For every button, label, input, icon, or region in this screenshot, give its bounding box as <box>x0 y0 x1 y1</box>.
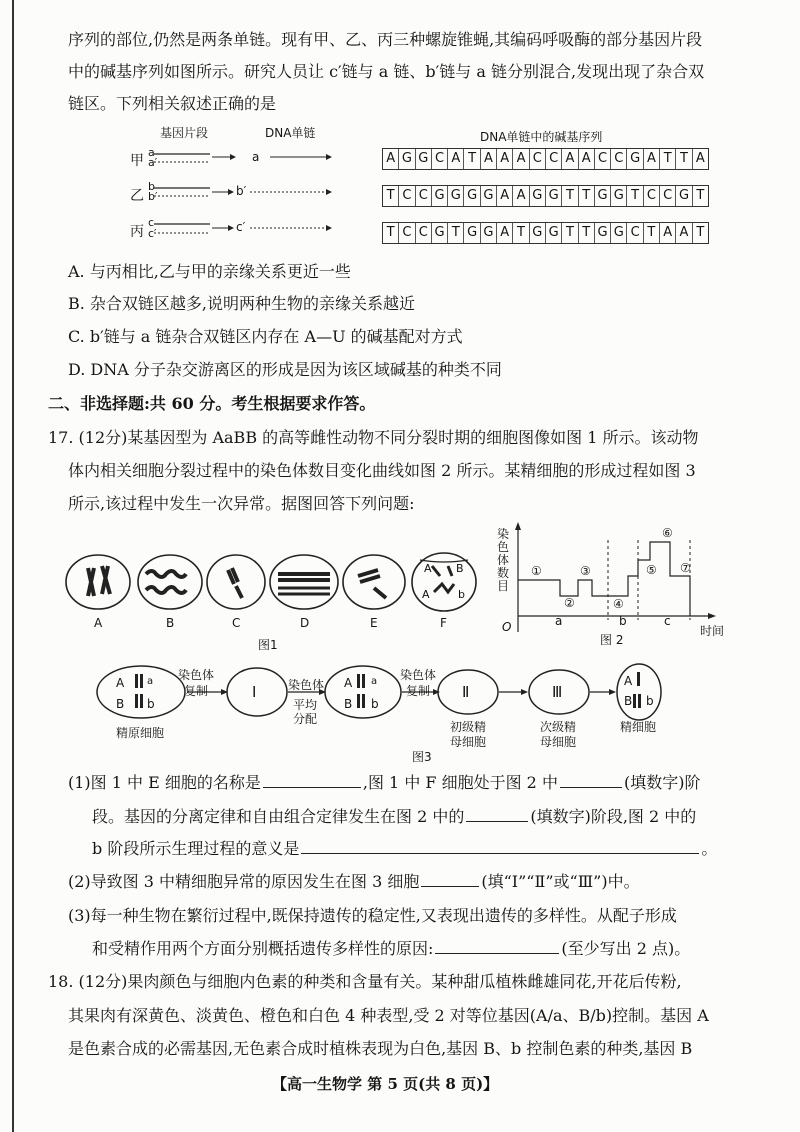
base-cell: C <box>415 223 431 243</box>
q17-s1-text-g: 。 <box>701 839 718 858</box>
q16-option-d: D. DNA 分子杂交游离区的形成是因为该区域碱基的种类不同 <box>68 360 502 379</box>
q18-line-2: 其果肉有深黄色、淡黄色、橙色和白色 4 种表型,受 2 对等位基因(A/a、B/b)控制。基因 A <box>68 1006 709 1025</box>
q17-sub3-line1: (3)每一种生物在繁衍过程中,既保持遗传的稳定性,又表现出遗传的多样性。从配子形成 <box>68 906 677 925</box>
cell-f <box>412 553 476 611</box>
base-cell: G <box>447 186 463 206</box>
base-cell: T <box>675 149 691 169</box>
fig2-x-label: 时间 <box>700 624 725 638</box>
answer-blank-abnormal-cell[interactable] <box>421 871 479 887</box>
base-cell: G <box>463 186 479 206</box>
cell-label-c: C <box>232 616 241 630</box>
base-cell: T <box>659 149 675 169</box>
fig2-stage-a: a <box>555 614 563 628</box>
strand-c-bottom: c′ <box>148 227 157 240</box>
base-cell: G <box>398 149 414 169</box>
base-cell: C <box>610 149 626 169</box>
q16-option-c: C. b′链与 a 链杂合双链区内存在 A—U 的碱基配对方式 <box>68 327 463 346</box>
base-cell: A <box>512 149 528 169</box>
base-cell: T <box>512 223 528 243</box>
q17-sub1-line3 <box>92 838 717 859</box>
base-cell: T <box>626 186 642 206</box>
fig3-final-gene-b: b <box>646 694 654 708</box>
base-cell: G <box>545 186 561 206</box>
sequence-row-yi <box>382 185 709 207</box>
fig2-y-label <box>497 528 509 593</box>
base-cell: T <box>692 223 708 243</box>
cell-e <box>343 555 405 609</box>
base-cell: A <box>480 149 496 169</box>
q17-sub3-line2 <box>92 938 690 959</box>
q16-option-b: B. 杂合双链区越多,说明两种生物的亲缘关系越近 <box>68 294 416 313</box>
base-cell: A <box>386 151 396 166</box>
cell-label-a: A <box>94 616 103 630</box>
fig3-step3-top: 染色体 <box>400 668 437 682</box>
fig2-ylabel-char: 目 <box>497 579 510 593</box>
base-cell: A <box>578 149 594 169</box>
fig2-point-7: ⑦ <box>680 561 691 575</box>
base-cell: C <box>398 223 414 243</box>
row-jia <box>154 154 332 162</box>
base-cell: G <box>610 186 626 206</box>
cell-c <box>207 555 265 609</box>
fig3-orig-gene-a: a <box>147 676 154 687</box>
base-cell: A <box>447 149 463 169</box>
fig3-step2-bottom: 分配 <box>293 712 318 726</box>
q16-line-2: 中的碱基序列如图所示。研究人员让 c′链与 a 链、b′链与 a 链分别混合,发现出现了杂合双 <box>68 62 705 81</box>
base-cell: C <box>398 186 414 206</box>
base-cell: T <box>386 188 395 203</box>
strand-a-top: a <box>148 146 155 159</box>
answer-blank-cell-name[interactable] <box>263 772 361 788</box>
cell-label-e: E <box>370 616 378 630</box>
q17-s3-text-c: (至少写出 2 点)。 <box>561 939 691 958</box>
base-cell: T <box>561 223 577 243</box>
base-cell: A <box>643 149 659 169</box>
base-cell: G <box>431 223 447 243</box>
fig2-ylabel-char: 数 <box>497 566 510 580</box>
q16-line-3: 链区。下列相关叙述正确的是 <box>68 94 277 113</box>
base-cell: A <box>561 149 577 169</box>
base-cell: G <box>431 186 447 206</box>
fig3-step2-top: 染色体 <box>288 678 325 692</box>
figure-1-caption: 图1 <box>258 638 278 652</box>
fig3-label-sperm: 精细胞 <box>620 720 657 734</box>
base-cell: T <box>578 186 594 206</box>
q17-sub1-line1 <box>68 772 700 793</box>
fig2-stage-b: b <box>619 614 627 628</box>
section-heading: 二、非选择题:共 60 分。考生根据要求作答。 <box>48 394 376 413</box>
q17-line-1: 17. (12分)某基因型为 AaBB 的高等雌性动物不同分裂时期的细胞图像如图 1 所示。该动物 <box>48 428 699 447</box>
figure-2-caption: 图 2 <box>600 633 624 647</box>
cell-label-b: B <box>166 616 175 630</box>
q17-sub2 <box>68 871 640 892</box>
base-cell: G <box>545 223 561 243</box>
fig3-I-gene-a: a <box>371 676 378 687</box>
strand-b-bottom: b′ <box>148 190 158 203</box>
q17-s1-text-f: b 阶段所示生理过程的意义是 <box>92 839 300 858</box>
q18-line-1: 18. (12分)果肉颜色与细胞内色素的种类和含量有关。某种甜瓜植株雌雄同花,开花后传粉, <box>48 972 682 991</box>
fig2-point-3: ③ <box>580 564 591 578</box>
fig3-cell-II: Ⅱ <box>462 683 470 701</box>
q17-sub1-line2 <box>92 806 696 827</box>
fig2-stage-c: c <box>664 614 671 628</box>
base-cell: C <box>545 149 561 169</box>
fig2-ylabel-char: 体 <box>497 553 510 567</box>
base-cell: G <box>594 186 610 206</box>
cell-d <box>270 555 338 609</box>
strand-a-bottom: a′ <box>148 156 158 169</box>
svg-text:A: A <box>424 562 432 575</box>
fig3-label-spermatogonium: 精原细胞 <box>116 726 165 740</box>
answer-blank-significance[interactable] <box>301 838 699 854</box>
base-cell: C <box>415 186 431 206</box>
svg-text:A: A <box>422 588 430 601</box>
answer-blank-law-stage[interactable] <box>466 806 528 822</box>
fig3-orig-gene-B: B <box>116 697 125 711</box>
base-cell: T <box>561 186 577 206</box>
base-cell: T <box>692 186 708 206</box>
fig3-final-gene-A: A <box>624 674 633 688</box>
base-cell: T <box>447 223 463 243</box>
q17-line-2: 体内相关细胞分裂过程中的染色体数目变化曲线如图 2 所示。某精细胞的形成过程如图 3 <box>68 461 696 480</box>
answer-blank-stage-number[interactable] <box>560 772 622 788</box>
figure-2-chart <box>500 520 730 640</box>
species-jia: 甲 <box>130 153 144 169</box>
sequence-row-jia <box>382 148 709 170</box>
figure-3-caption: 图3 <box>412 750 432 764</box>
fig2-point-5: ⑤ <box>646 563 657 577</box>
base-cell: C <box>431 149 447 169</box>
base-cell: T <box>386 225 395 240</box>
base-cell: A <box>496 186 512 206</box>
q17-line-3: 所示,该过程中发生一次异常。据图回答下列问题: <box>68 494 415 513</box>
svg-text:B: B <box>456 562 464 575</box>
base-cell: A <box>659 223 675 243</box>
base-cell: G <box>463 223 479 243</box>
cell-a <box>66 555 130 609</box>
fig3-I-gene-A: A <box>344 676 353 690</box>
base-cell: C <box>659 186 675 206</box>
base-cell: G <box>675 186 691 206</box>
fig3-step3-bottom: 复制 <box>406 684 431 698</box>
svg-text:b: b <box>458 588 465 601</box>
q17-s1-text-a: (1)图 1 中 E 细胞的名称是 <box>68 773 261 792</box>
fig3-step2-mid: 平均 <box>293 698 318 712</box>
fig3-step1-bottom: 复制 <box>184 684 209 698</box>
fig3-step1-top: 染色体 <box>178 668 215 682</box>
base-cell: C <box>643 186 659 206</box>
q17-s2-text-a: (2)导致图 3 中精细胞异常的原因发生在图 3 细胞 <box>68 872 420 891</box>
base-cell: T <box>643 223 659 243</box>
sequence-header: DNA单链中的碱基序列 <box>480 130 603 144</box>
fig3-label-III-1: 次级精 <box>540 720 577 734</box>
fig3-label-III-2: 母细胞 <box>540 735 577 749</box>
base-cell: A <box>692 149 708 169</box>
base-cell: A <box>496 223 512 243</box>
q17-s3-text-b: 和受精作用两个方面分别概括遗传多样性的原因: <box>92 939 434 958</box>
base-cell: G <box>594 223 610 243</box>
q16-line-1: 序列的部位,仍然是两条单链。现有甲、乙、丙三种螺旋锥蝇,其编码呼吸酶的部分基因片段 <box>68 30 703 49</box>
binding-margin-line <box>12 0 14 1132</box>
cell-label-d: D <box>300 616 310 630</box>
strand-a-label: a <box>252 150 260 164</box>
base-cell: T <box>578 223 594 243</box>
strand-b-prime-label: b′ <box>236 184 247 198</box>
sequence-row-bing <box>382 222 709 244</box>
fig2-ylabel-char: 染 <box>497 527 510 541</box>
cell-b <box>138 555 202 609</box>
answer-blank-diversity-reasons[interactable] <box>435 938 559 954</box>
species-bing: 丙 <box>130 224 144 240</box>
fig3-I-gene-b: b <box>371 697 379 711</box>
gene-fragment-header: 基因片段 <box>160 126 209 140</box>
fig3-label-II-2: 母细胞 <box>450 735 487 749</box>
fig3-label-II-1: 初级精 <box>450 720 487 734</box>
fig2-point-6: ⑥ <box>662 526 673 540</box>
fig3-cell-I: Ⅰ <box>252 683 257 701</box>
fig3-orig-gene-b: b <box>147 697 155 711</box>
fig2-point-2: ② <box>564 596 575 610</box>
q16-option-a: A. 与丙相比,乙与甲的亲缘关系更近一些 <box>68 262 351 281</box>
base-cell: C <box>626 223 642 243</box>
fig2-point-1: ① <box>531 564 542 578</box>
q17-s1-text-b: ,图 1 中 F 细胞处于图 2 中 <box>362 773 558 792</box>
base-cell: G <box>480 186 496 206</box>
q17-s1-text-d: 段。基因的分离定律和自由组合定律发生在图 2 中的 <box>92 807 465 826</box>
fig3-I-gene-B: B <box>344 697 353 711</box>
q17-s1-text-e: (填数字)阶段,图 2 中的 <box>530 807 697 826</box>
base-cell: A <box>512 186 528 206</box>
base-cell: G <box>529 186 545 206</box>
strand-c-prime-label: c′ <box>236 220 246 234</box>
q18-line-3: 是色素合成的必需基因,无色素合成时植株表现为白色,基因 B、b 控制色素的种类,基因 B <box>68 1039 693 1058</box>
fig3-cell-III: Ⅲ <box>552 683 563 701</box>
figure-1-cells <box>60 550 480 650</box>
base-cell: G <box>415 149 431 169</box>
base-cell: G <box>610 223 626 243</box>
q17-s1-text-c: (填数字)阶 <box>623 773 701 792</box>
base-cell: G <box>480 223 496 243</box>
base-cell: C <box>594 149 610 169</box>
species-yi: 乙 <box>130 188 144 204</box>
base-cell: A <box>675 223 691 243</box>
q17-s2-text-b: (填“Ⅰ”“Ⅱ”或“Ⅲ”)中。 <box>481 872 640 891</box>
base-cell: A <box>496 149 512 169</box>
fig2-origin: O <box>502 620 512 634</box>
dna-strand-header: DNA单链 <box>265 126 316 140</box>
fig2-ylabel-char: 色 <box>497 540 510 554</box>
fig3-final-gene-B: B <box>624 694 633 708</box>
base-cell: G <box>626 149 642 169</box>
base-cell: C <box>529 149 545 169</box>
base-cell: G <box>529 223 545 243</box>
strand-c-top: c <box>148 216 155 229</box>
cell-label-f: F <box>440 616 447 630</box>
page-footer: 【高一生物学 第 5 页(共 8 页)】 <box>272 1075 499 1093</box>
strand-b-top: b <box>148 180 155 193</box>
fig2-point-4: ④ <box>613 597 624 611</box>
fig3-orig-gene-A: A <box>116 676 125 690</box>
base-cell: T <box>463 149 479 169</box>
